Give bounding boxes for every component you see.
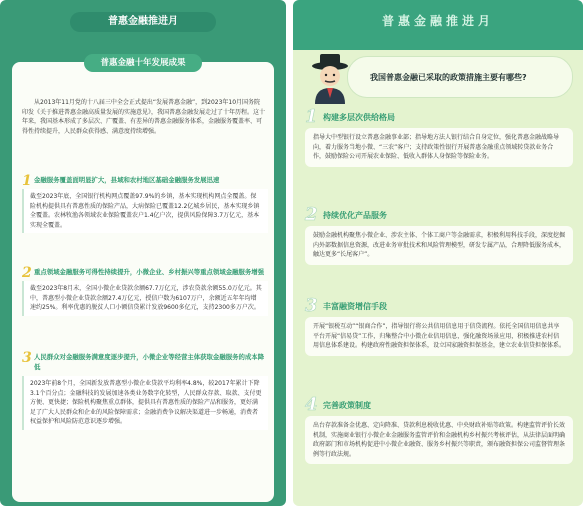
section-number: 2: [305, 204, 318, 225]
section-body: 2023年前8个月，全国新发放普惠型小微企业贷款平均利率4.8%，较2017年累计下降3.1个百分点；金融科技的发展加速各类业务数字化转型，人民群众存款、取款、支付更方便、更快捷；保险机构聚焦重点群体，提供具有普惠性质的保险产品和服务，更好满足了广大人民群众和企业的风险保障需求；金融消费争议解决渠道进一步畅通，消费者权益保护和风险防范意识逐步增强。: [22, 376, 268, 430]
section-body: 鼓励金融机构聚焦小微企业、涉农主体、个体工商户等金融需求，积极利用科技手段，深度挖掘内外部数据信息资源，改进业务审批技术和风险管理模型，研发专属产品，合理降低服务成本，触达更多“长尾客户”。: [305, 226, 573, 265]
section-body: 开展“银税互动”“银商合作”，指导银行将公共信用信息用于信贷流程。依托全国信用信息共享平台开展“信易贷”工作，归集整合中小微企业信用信息，强化融资场景应用，积极推进农村信用信息体系建设。构建政府性融资担保体系，设立国家融资担保基金，建立农业信贷担保体系。: [305, 317, 573, 356]
section-number: 3: [305, 295, 318, 316]
section-number: 2: [22, 265, 32, 281]
left-banner: 普惠金融推进月: [70, 12, 216, 32]
section-heading: 金融服务覆盖面明显扩大，县域和农村地区基础金融服务发展迅速: [34, 176, 220, 184]
section-number: 4: [305, 394, 318, 415]
right-section-4: [305, 394, 573, 464]
section-number: 3: [22, 350, 32, 366]
section-body: 截至2023年底，全国银行机构网点覆盖97.9%的乡镇，基本实现机构网点全覆盖。保险机构提供具有普惠性质的保险产品，大病保险已覆盖12.2亿城乡居民，基本实现乡镇全覆盖。农林牧渔各领域农业保险覆盖农户1.4亿户次，提供风险保障3.7万亿元，基本实现全覆盖。: [22, 189, 268, 233]
section-body: 截至2023年8月末，全国小微企业贷款余额67.7万亿元，涉农贷款余额55.0万亿元。其中，普惠型小微企业贷款余额27.4万亿元，授信户数为6107万户，余额近五年年均增速约25%。利率优惠的脱贫人口小额信贷累计发放9600多亿元，支持2300多万户次。: [22, 281, 268, 316]
section-heading: 丰富融资增信手段: [323, 302, 387, 311]
right-title: 普惠金融推进月: [381, 14, 494, 28]
right-section-3: [305, 295, 573, 356]
left-intro-text: 从2013年11月党的十八届三中全会正式提出“发展普惠金融”，到2023年10月国务院印发《关于推进普惠金融高质量发展的实施意见》，我国普惠金融发展走过了十年历程。这十年来，我国基本形成了多层次、广覆盖、有差异的普惠金融服务体系，金融服务覆盖率、可得性持续提升，人民群众获得感、满意度持续增强。: [22, 99, 266, 135]
right-section-1: [305, 106, 573, 167]
left-section-3: [22, 352, 268, 430]
person-with-hat-icon: [307, 52, 353, 104]
section-heading: 构建多层次供给格局: [323, 113, 395, 122]
section-number: 1: [305, 106, 318, 127]
section-heading: 人民群众对金融服务满意度逐步提升，小微企业等经营主体获取金融服务的成本降低: [34, 353, 265, 371]
left-content-card: [12, 58, 274, 502]
section-heading: 完善政策制度: [323, 401, 371, 410]
left-panel: [0, 0, 286, 506]
section-heading: 持续优化产品服务: [323, 211, 387, 220]
left-section-1: [22, 175, 268, 233]
section-body: 出台存款准备金优惠、定向降准、贷款利息税收优惠、中央财政补贴等政策。构建监管评价长效机制，实施商业银行小微企业金融服务监管评价和金融机构乡村振兴考核评估，从法律层面明确政府部门和市场机构促进中小微企业融资、服务乡村振兴等职责，颁布融资担保公司监督管理条例等行政法规。: [305, 416, 573, 464]
left-card-title: 普惠金融十年发展成果: [84, 54, 202, 72]
section-heading: 重点领域金融服务可得性持续提升，小微企业、乡村振兴等重点领域金融服务增强: [34, 268, 265, 276]
question-bubble: 我国普惠金融已采取的政策措施主要有哪些?: [347, 56, 573, 98]
section-body: 指导大中型银行设立普惠金融事业部；指导地方法人银行结合自身定位，强化普惠金融战略导向，着力服务当地小微、“三农”客户；支持政策性银行开展普惠金融重点领域转贷款业务合作，鼓励保险公司开展农业保险、低收入群体人身保险等保险业务。: [305, 128, 573, 167]
left-section-2: [22, 267, 268, 316]
section-number: 1: [22, 173, 32, 189]
right-panel: [293, 0, 583, 506]
right-section-2: [305, 204, 573, 265]
